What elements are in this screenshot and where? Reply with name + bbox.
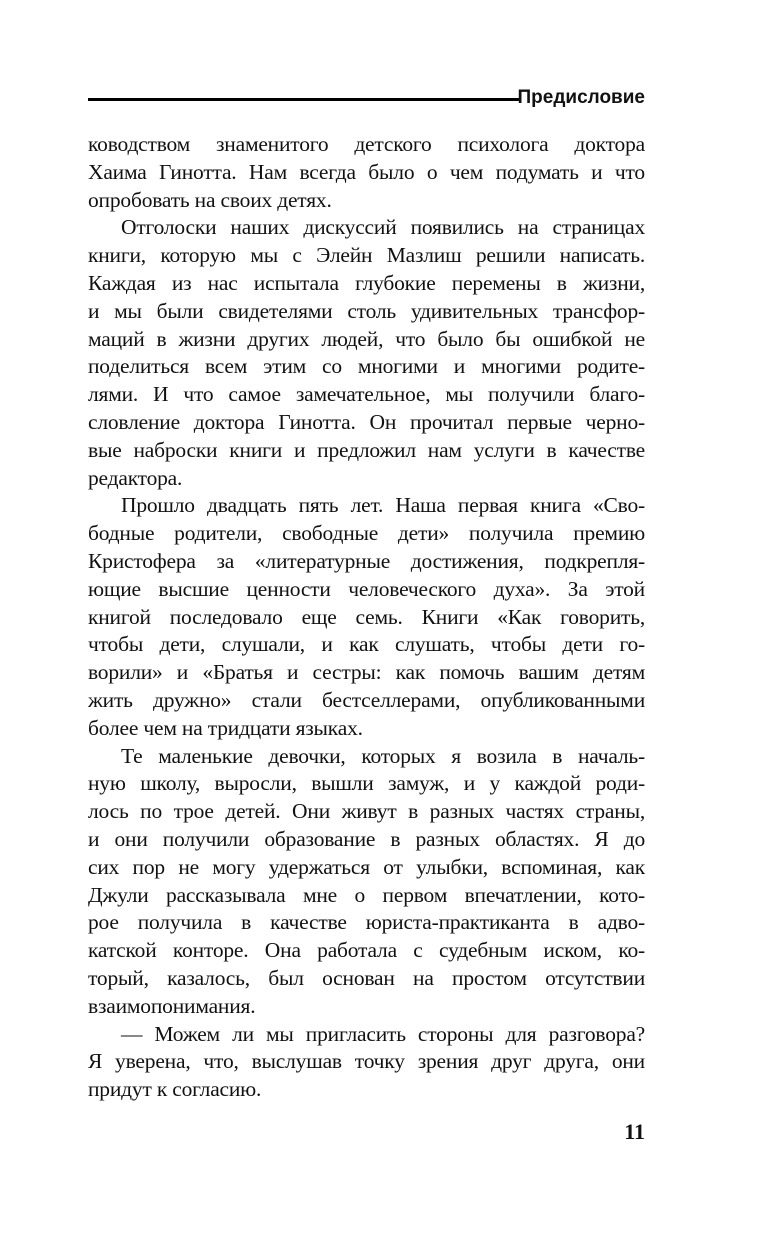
- text-line: ворили» и «Братья и сестры: как помочь вашим детям: [88, 660, 645, 685]
- text-line: жить дружно» стали бестселлерами, опубликованными: [88, 687, 645, 712]
- text-body: [88, 131, 645, 1104]
- text-line: чтобы дети, слушали, и как слушать, чтобы дети го-: [88, 632, 645, 657]
- text-line: лось по трое детей. Они живут в разных частях страны,: [88, 799, 645, 824]
- text-line: лями. И что самое замечательное, мы получили благо-: [88, 382, 645, 407]
- text-line: Хаима Гинотта. Нам всегда было о чем подумать и что: [88, 159, 645, 184]
- text-line: более чем на тридцати языках.: [88, 715, 363, 740]
- text-line: и мы были свидетелями столь удивительных трансфор-: [88, 298, 645, 323]
- text-line: книги, которую мы с Элейн Мазлиш решили написать.: [88, 243, 645, 268]
- text-line: редактора.: [88, 465, 183, 490]
- text-line: опробовать на своих детях.: [88, 187, 332, 212]
- text-line: взаимопонимания.: [88, 993, 256, 1018]
- page-number: 11: [624, 1119, 645, 1144]
- text-line: Я уверена, что, выслушав точку зрения друг друга, они: [88, 1049, 645, 1074]
- text-line: Джули рассказывала мне о первом впечатлении, кото-: [88, 882, 645, 907]
- text-line: сих пор не могу удержаться от улыбки, вспоминая, как: [88, 854, 645, 879]
- text-line: поделиться всем этим со многими и многими родите-: [88, 354, 645, 379]
- page-header: [88, 86, 645, 112]
- text-line: — Можем ли мы пригласить стороны для разговора?: [121, 1021, 645, 1046]
- text-line: бодные родители, свободные дети» получила премию: [88, 521, 645, 546]
- header-rule: [88, 98, 520, 101]
- text-line: ную школу, выросли, вышли замуж, и у каждой роди-: [88, 771, 645, 796]
- text-line: Отголоски наших дискуссий появились на страницах: [121, 215, 645, 240]
- text-line: придут к согласию.: [88, 1077, 262, 1102]
- text-line: ющие высшие ценности человеческого духа». За этой: [88, 576, 645, 601]
- text-line: Те маленькие девочки, которых я возила в началь-: [121, 743, 645, 768]
- text-line: словление доктора Гинотта. Он прочитал первые черно-: [88, 409, 645, 434]
- text-line: ководством знаменитого детского психолога доктора: [88, 132, 645, 156]
- text-line: Прошло двадцать пять лет. Наша первая книга «Сво-: [121, 493, 645, 518]
- text-line: маций в жизни других людей, что было бы ошибкой не: [88, 326, 645, 351]
- text-line: катской конторе. Она работала с судебным иском, ко-: [88, 938, 645, 963]
- chapter-title: Предисловие: [517, 87, 645, 108]
- text-line: и они получили образование в разных областях. Я до: [88, 826, 645, 851]
- text-line: рое получила в качестве юриста-практиканта в адво-: [88, 910, 645, 935]
- text-line: книгой последовало еще семь. Книги «Как говорить,: [88, 604, 645, 629]
- text-line: Каждая из нас испытала глубокие перемены в жизни,: [88, 270, 645, 295]
- text-line: торый, казалось, был основан на простом отсутствии: [88, 965, 645, 990]
- text-line: вые наброски книги и предложил нам услуги в качестве: [88, 437, 645, 462]
- text-line: Кристофера за «литературные достижения, подкрепля-: [88, 548, 645, 573]
